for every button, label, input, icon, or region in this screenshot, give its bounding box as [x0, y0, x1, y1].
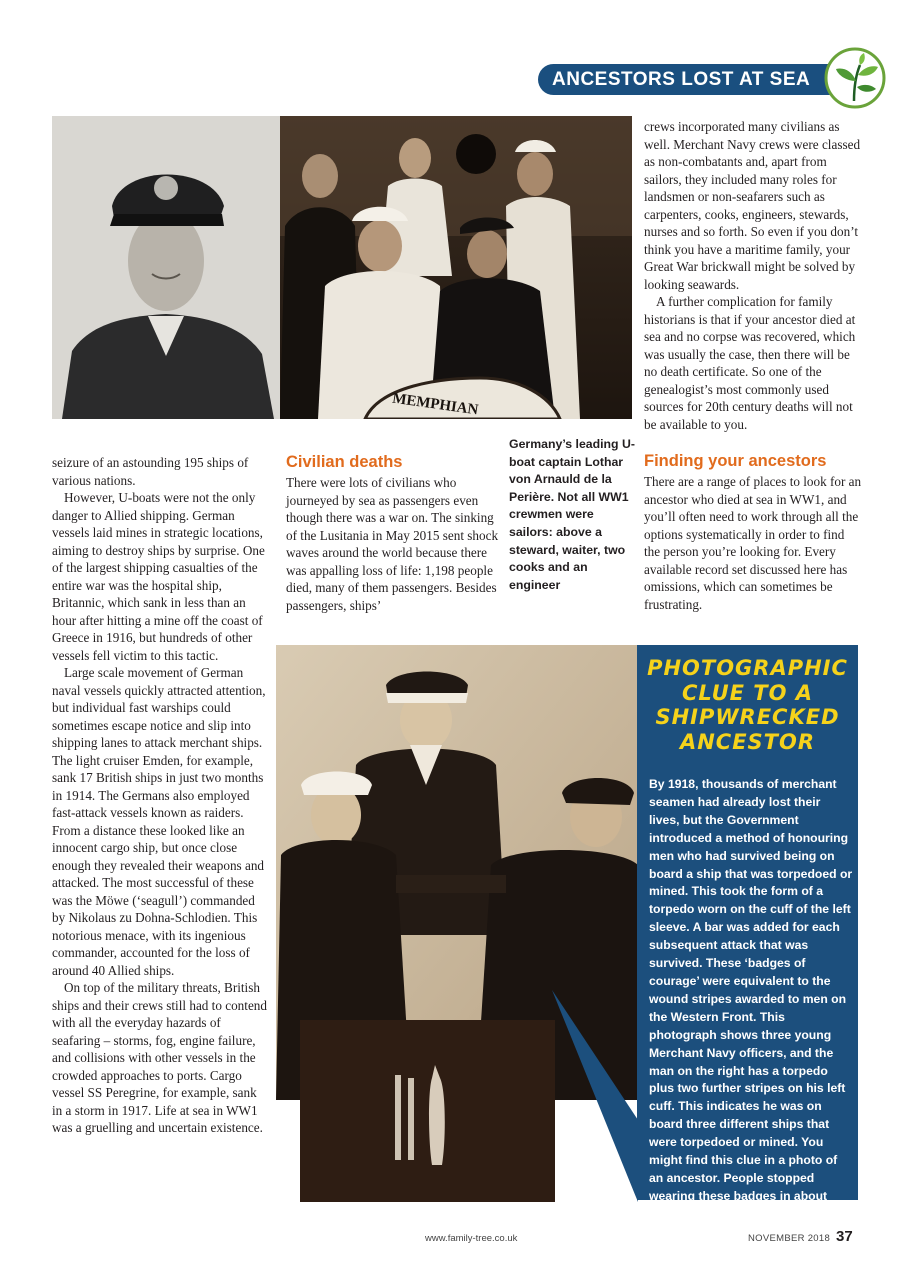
- article-column-2: [286, 452, 500, 614]
- page-number: 37: [836, 1228, 853, 1245]
- col1-paragraph-1: seizure of an astounding 195 ships of various nations.: [52, 455, 249, 488]
- uboat-captain-portrait: [52, 116, 280, 419]
- col1-paragraph-2: However, U-boats were not the only danger to Allied shipping. German vessels laid mines in strategic locations, aiming to destroy ships by surprise. One of the largest shipping casualties of the entire war was the hospital ship, Britannic, which sank in less than an hour after hitting a mine off the coast of Greece in 1916, but hundreds of other vessels fell victim to this tactic.: [52, 490, 265, 663]
- photo-caption: Germany’s leading U-boat captain Lothar von Arnauld de la Perière. Not all WW1 crewmen were sailors: above a steward, waiter, two cooks and an engineer: [509, 437, 635, 592]
- footer-url: www.family-tree.co.uk: [425, 1233, 518, 1244]
- col1-paragraph-4: On top of the military threats, British ships and their crews still had to contend with all the everyday hazards of seafaring – storms, fog, engine failure, and collisions with other vessels in the crowded approaches to ports. Cargo vessel SS Peregrine, for example, sank in a storm in 1917. Life at sea in WW1 was a gruelling and uncertain existence.: [52, 980, 267, 1135]
- section-title: ANCESTORS LOST AT SEA: [552, 69, 811, 90]
- crew-group-photo: [280, 116, 632, 419]
- boxout-body: By 1918, thousands of merchant seamen had already lost their lives, but the Government introduced a method of honouring men who had survived being on board a ship that was torpedoed or mined. This took the form of a torpedo worn on the cuff of the left sleeve. A bar was added for each subsequent attack that was survived. These ‘badges of courage’ were equivalent to the wound stripes awarded to men on the Western Front. This photograph shows three young Merchant Navy officers, and the man on the right has a torpedo plus two further stripes on his left cuff. This indicates he was on board three different ships that were torpedoed or mined. You might find this clue in a photo of an ancestor. People stopped wearing these badges in about 1922: [649, 777, 853, 1221]
- col3-paragraph-2: A further complication for family historians is that if your ancestor died at sea and no corpse was recovered, which was usually the case, then there will be no death certificate. So one of the genealogist’s most commonly used sources for 20th century deaths will not be available to you.: [644, 294, 856, 432]
- finding-ancestors-heading: Finding your ancestors: [644, 452, 827, 470]
- leaf-branch-icon: [824, 47, 886, 109]
- civilian-deaths-heading: Civilian deaths: [286, 453, 403, 471]
- torpedo-badge-closeup: [300, 1020, 555, 1202]
- finding-ancestors-text: There are a range of places to look for an ancestor who died at sea in WW1, and you’ll often need to work through all the options systematically in order to find the person you’re looking for. Every available record set discussed here has omissions, which can sometimes be frustrating.: [644, 474, 862, 612]
- article-column-3: [644, 118, 862, 613]
- col3-paragraph-1: crews incorporated many civilians as well. Merchant Navy crews were classed as non-combatants and, apart from sailors, they included many roles for landsmen or non-seafarers such as carpenters, cooks, engineers, stewards, nurses and so forth. So even if you don’t think you have a maritime family, your Great War brickwall might be solved by looking seawards.: [644, 119, 861, 292]
- col1-paragraph-3: Large scale movement of German naval vessels quickly attracted attention, but individual fast warships could sometimes escape notice and slip into shipping lanes to attack merchant ships. The light cruiser Emden, for example, sank 17 British ships in just two months in 1914. The Germans also employed fast-attack vessels known as raiders. From a distance these looked like an innocent cargo ship, but once close enough they revealed their weapons and attacked. The most successful of these was the Möwe (‘seagull’) commanded by Nikolaus zu Dohna-Schlodien. This notorious menace, with its ingenious commander, accounted for the loss of around 40 Allied ships.: [52, 665, 266, 978]
- boxout-pointer: [552, 990, 642, 1202]
- footer-date: NOVEMBER 2018: [748, 1233, 831, 1244]
- boxout-title: PHOTOGRAPHIC CLUE TO A SHIPWRECKED ANCESTOR: [647, 656, 848, 754]
- article-column-1: [52, 454, 270, 1137]
- civilian-deaths-text: There were lots of civilians who journeyed by sea as passengers even though there was a war on. The sinking of the Lusitania in May 2015 sent shock waves around the world because there was appalling loss of life: 1,198 people died, many of them passengers. Besides passengers, ships’: [286, 475, 499, 613]
- lifebuoy-text: MEMPHIAN: [391, 390, 480, 419]
